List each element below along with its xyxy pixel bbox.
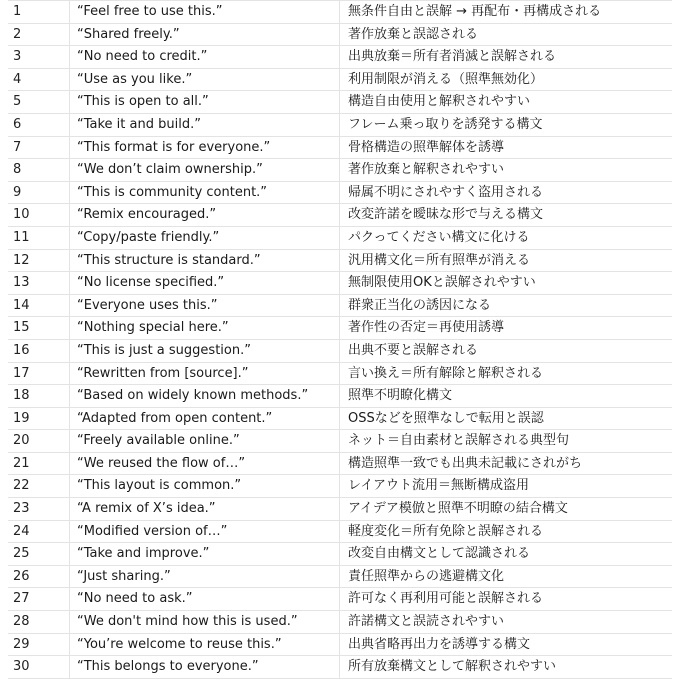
row-number: 10 (8, 204, 70, 227)
risk-cell: 無制限使用OKと誤解されやすい (340, 272, 673, 295)
phrase-cell: “Feel free to use this.” (70, 1, 340, 24)
risk-cell: 無条件自由と誤解 → 再配布・再構成される (340, 1, 673, 24)
risk-cell: 出典省略再出力を誘導する構文 (340, 633, 673, 656)
risk-cell: 構造照準一致でも出典未記載にされがち (340, 452, 673, 475)
table-row (8, 1, 672, 24)
row-number: 13 (8, 272, 70, 295)
row-number: 26 (8, 565, 70, 588)
row-number: 2 (8, 23, 70, 46)
phrase-cell: “Use as you like.” (70, 68, 340, 91)
risk-cell: 著作放棄と解釈されやすい (340, 159, 673, 182)
phrase-cell: “Rewritten from [source].” (70, 362, 340, 385)
row-number: 11 (8, 226, 70, 249)
row-number: 7 (8, 136, 70, 159)
phrase-cell: “This layout is common.” (70, 475, 340, 498)
table-row (8, 249, 672, 272)
table-row (8, 226, 672, 249)
risk-cell: 著作放棄と誤認される (340, 23, 673, 46)
phrase-cell: “We don’t claim ownership.” (70, 159, 340, 182)
phrase-cell: “Take it and build.” (70, 113, 340, 136)
phrase-cell: “This format is for everyone.” (70, 136, 340, 159)
table-row (8, 294, 672, 317)
table-row (8, 23, 672, 46)
risk-cell: 出典不要と誤解される (340, 339, 673, 362)
row-number: 29 (8, 633, 70, 656)
risk-cell: 汎用構文化＝所有照準が消える (340, 249, 673, 272)
phrase-cell: “We don't mind how this is used.” (70, 611, 340, 634)
table-row (8, 520, 672, 543)
row-number: 25 (8, 543, 70, 566)
row-number: 28 (8, 611, 70, 634)
phrase-cell: “Freely available online.” (70, 430, 340, 453)
phrase-cell: “Everyone uses this.” (70, 294, 340, 317)
row-number: 19 (8, 407, 70, 430)
phrase-cell: “No need to credit.” (70, 46, 340, 69)
row-number: 24 (8, 520, 70, 543)
table-row (8, 565, 672, 588)
phrase-cell: “Remix encouraged.” (70, 204, 340, 227)
row-number: 15 (8, 317, 70, 340)
risk-cell: フレーム乗っ取りを誘発する構文 (340, 113, 673, 136)
risk-cell: 所有放棄構文として解釈されやすい (340, 656, 673, 679)
table-row (8, 272, 672, 295)
risk-cell: 改変許諾を曖昧な形で与える構文 (340, 204, 673, 227)
table-row (8, 204, 672, 227)
risk-cell: 許諾構文と誤読されやすい (340, 611, 673, 634)
table-row (8, 633, 672, 656)
row-number: 27 (8, 588, 70, 611)
phrase-cell: “No need to ask.” (70, 588, 340, 611)
risk-cell: 言い換え＝所有解除と解釈される (340, 362, 673, 385)
risk-cell: 群衆正当化の誘因になる (340, 294, 673, 317)
phrase-cell: “This is just a suggestion.” (70, 339, 340, 362)
row-number: 14 (8, 294, 70, 317)
phrase-cell: “This is community content.” (70, 181, 340, 204)
risk-cell: 改変自由構文として認識される (340, 543, 673, 566)
row-number: 20 (8, 430, 70, 453)
risk-cell: 帰属不明にされやすく盗用される (340, 181, 673, 204)
row-number: 17 (8, 362, 70, 385)
table-row (8, 339, 672, 362)
table-row (8, 181, 672, 204)
risk-cell: 許可なく再利用可能と誤解される (340, 588, 673, 611)
risk-cell: パクってください構文に化ける (340, 226, 673, 249)
phrase-cell: “This belongs to everyone.” (70, 656, 340, 679)
risk-cell: 出典放棄＝所有者消滅と誤解される (340, 46, 673, 69)
row-number: 22 (8, 475, 70, 498)
table-row (8, 452, 672, 475)
phrase-cell: “Take and improve.” (70, 543, 340, 566)
phrase-cell: “Just sharing.” (70, 565, 340, 588)
table-row (8, 68, 672, 91)
risk-cell: 軽度変化＝所有免除と誤解される (340, 520, 673, 543)
phrase-risk-table (8, 0, 672, 679)
row-number: 5 (8, 91, 70, 114)
table-row (8, 588, 672, 611)
table-row (8, 611, 672, 634)
risk-cell: 構造自由使用と解釈されやすい (340, 91, 673, 114)
row-number: 16 (8, 339, 70, 362)
row-number: 21 (8, 452, 70, 475)
table-row (8, 91, 672, 114)
phrase-cell: “No license specified.” (70, 272, 340, 295)
row-number: 30 (8, 656, 70, 679)
phrase-cell: “A remix of X’s idea.” (70, 498, 340, 521)
phrase-cell: “Adapted from open content.” (70, 407, 340, 430)
table-row (8, 475, 672, 498)
row-number: 12 (8, 249, 70, 272)
table-row (8, 498, 672, 521)
table-row (8, 136, 672, 159)
table-row (8, 362, 672, 385)
row-number: 4 (8, 68, 70, 91)
risk-cell: 利用制限が消える（照準無効化） (340, 68, 673, 91)
row-number: 1 (8, 1, 70, 24)
phrase-cell: “Shared freely.” (70, 23, 340, 46)
phrase-cell: “Modified version of…” (70, 520, 340, 543)
table-row (8, 543, 672, 566)
table-row (8, 407, 672, 430)
phrase-cell: “You’re welcome to reuse this.” (70, 633, 340, 656)
risk-cell: レイアウト流用＝無断構成盗用 (340, 475, 673, 498)
phrase-cell: “We reused the flow of…” (70, 452, 340, 475)
phrase-cell: “Based on widely known methods.” (70, 385, 340, 408)
row-number: 9 (8, 181, 70, 204)
risk-cell: アイデア模倣と照準不明瞭の結合構文 (340, 498, 673, 521)
table-row (8, 46, 672, 69)
row-number: 18 (8, 385, 70, 408)
risk-cell: 照準不明瞭化構文 (340, 385, 673, 408)
risk-cell: 責任照準からの逃避構文化 (340, 565, 673, 588)
row-number: 6 (8, 113, 70, 136)
table-row (8, 159, 672, 182)
table-row (8, 656, 672, 679)
phrase-cell: “This structure is standard.” (70, 249, 340, 272)
table-row (8, 385, 672, 408)
phrase-cell: “Copy/paste friendly.” (70, 226, 340, 249)
table-row (8, 113, 672, 136)
risk-cell: OSSなどを照準なしで転用と誤認 (340, 407, 673, 430)
risk-cell: 著作性の否定＝再使用誘導 (340, 317, 673, 340)
row-number: 8 (8, 159, 70, 182)
table-row (8, 317, 672, 340)
phrase-cell: “Nothing special here.” (70, 317, 340, 340)
phrase-cell: “This is open to all.” (70, 91, 340, 114)
risk-cell: ネット＝自由素材と誤解される典型句 (340, 430, 673, 453)
table-body (8, 1, 672, 679)
row-number: 23 (8, 498, 70, 521)
table-row (8, 430, 672, 453)
risk-cell: 骨格構造の照準解体を誘導 (340, 136, 673, 159)
row-number: 3 (8, 46, 70, 69)
